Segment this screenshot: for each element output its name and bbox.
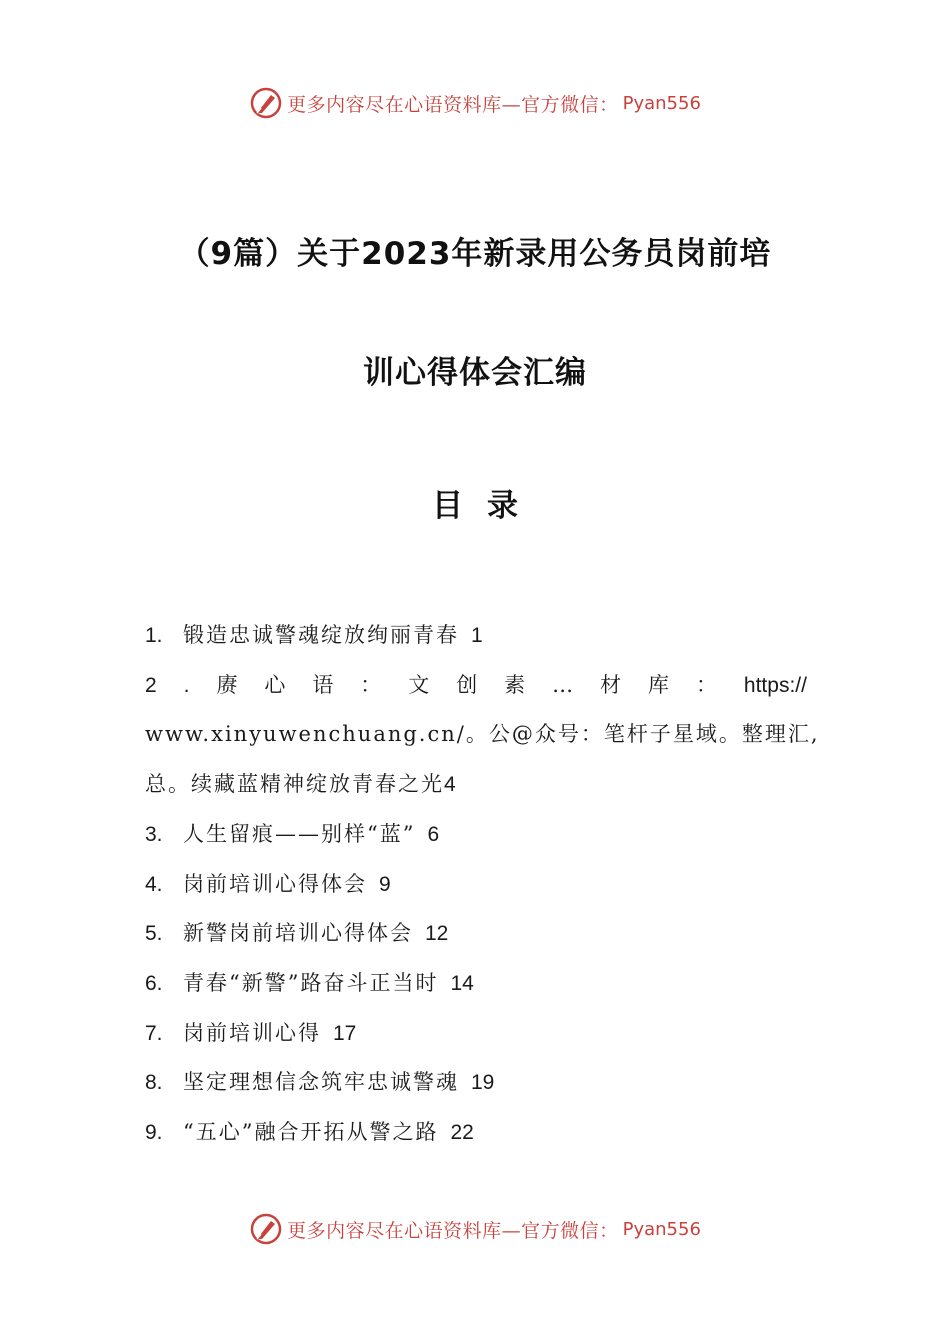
toc-item-title: 人生留痕——别样“蓝” [183,821,416,846]
toc-item-url-start: https:// [743,673,807,697]
watermark-wechat-id: Pyan556 [622,92,701,114]
toc-item-number: 2 [145,673,157,697]
toc-item-page: 9 [379,872,391,896]
toc-item-number: 5. [145,922,163,946]
watermark-text: 更多内容尽在心语资料库—官方微信： [287,93,619,116]
toc-item-7[interactable] [145,1009,807,1059]
document-title-line-2: 训心得体会汇编 [363,355,587,391]
toc-item-5[interactable] [145,909,807,959]
document-title-line-1: （9篇）关于2023年新录用公务员岗前培 [178,236,772,272]
toc-item-char: 赓 [216,672,238,697]
toc-item-text: www.xinyuwenchuang.cn/。公@众号：笔杆子星域。整理汇, [145,722,820,747]
toc-item-char: … [552,672,574,697]
header-watermark [0,86,950,120]
toc-item-number: 3. [145,822,163,846]
toc-item-number: 9. [145,1121,163,1145]
toc-item-title: 锻造忠诚警魂绽放绚丽青春 [183,623,459,647]
toc-item-number: 6. [145,971,163,995]
toc-item-page: 1 [471,624,483,647]
toc-item-1[interactable] [145,611,807,661]
toc-item-title: 坚定理想信念筑牢忠诚警魂 [183,1070,459,1095]
toc-item-title: 岗前培训心得体会 [183,871,367,896]
toc-item-page: 22 [450,1121,474,1145]
toc-item-dot: . [183,673,190,697]
watermark-text: 更多内容尽在心语资料库—官方微信： [287,1219,619,1242]
toc-item-page: 12 [425,922,449,946]
toc-item-number: 1. [145,624,163,647]
toc-item-title: 岗前培训心得 [183,1020,321,1045]
toc-item-page: 14 [450,971,474,995]
toc-item-page: 17 [333,1021,357,1045]
toc-item-page: 6 [427,822,440,846]
quill-pen-circle-icon [249,86,283,120]
toc-item-title: 总。续藏蓝精神绽放青春之光 [145,772,444,797]
toc-heading: 目录 [432,488,542,524]
toc-item-2-line-1[interactable] [145,661,807,711]
toc-item-char: 文 [408,672,430,697]
watermark-wechat-id: Pyan556 [622,1218,701,1240]
toc-item-6[interactable] [145,959,807,1009]
toc-item-title: “五心”融合开拓从警之路 [183,1120,439,1145]
toc-item-char: 材 [600,672,622,697]
toc-item-3[interactable] [145,810,807,860]
toc-item-title: 新警岗前培训心得体会 [183,921,413,946]
toc-item-number: 4. [145,872,163,896]
toc-item-char: ： [695,672,717,697]
toc-item-number: 8. [145,1071,163,1095]
toc-item-char: 心 [264,672,286,697]
toc-item-char: 素 [504,672,526,697]
toc-item-char: 创 [456,672,478,697]
toc-item-char: ： [360,672,382,697]
toc-item-4[interactable] [145,860,807,910]
footer-watermark [0,1212,950,1246]
toc-item-2-line-2 [145,710,820,760]
toc-item-9[interactable] [145,1108,807,1158]
toc-item-char: 语 [312,672,334,697]
toc-item-page: 19 [471,1071,495,1095]
toc-item-number: 7. [145,1021,163,1045]
toc-item-2-line-3 [145,760,807,810]
toc-item-char: 库 [648,672,670,697]
toc-item-8[interactable] [145,1058,807,1108]
table-of-contents [145,611,820,1158]
quill-pen-circle-icon [249,1212,283,1246]
toc-item-title: 青春“新警”路奋斗正当时 [183,970,439,995]
toc-item-page: 4 [444,773,456,797]
